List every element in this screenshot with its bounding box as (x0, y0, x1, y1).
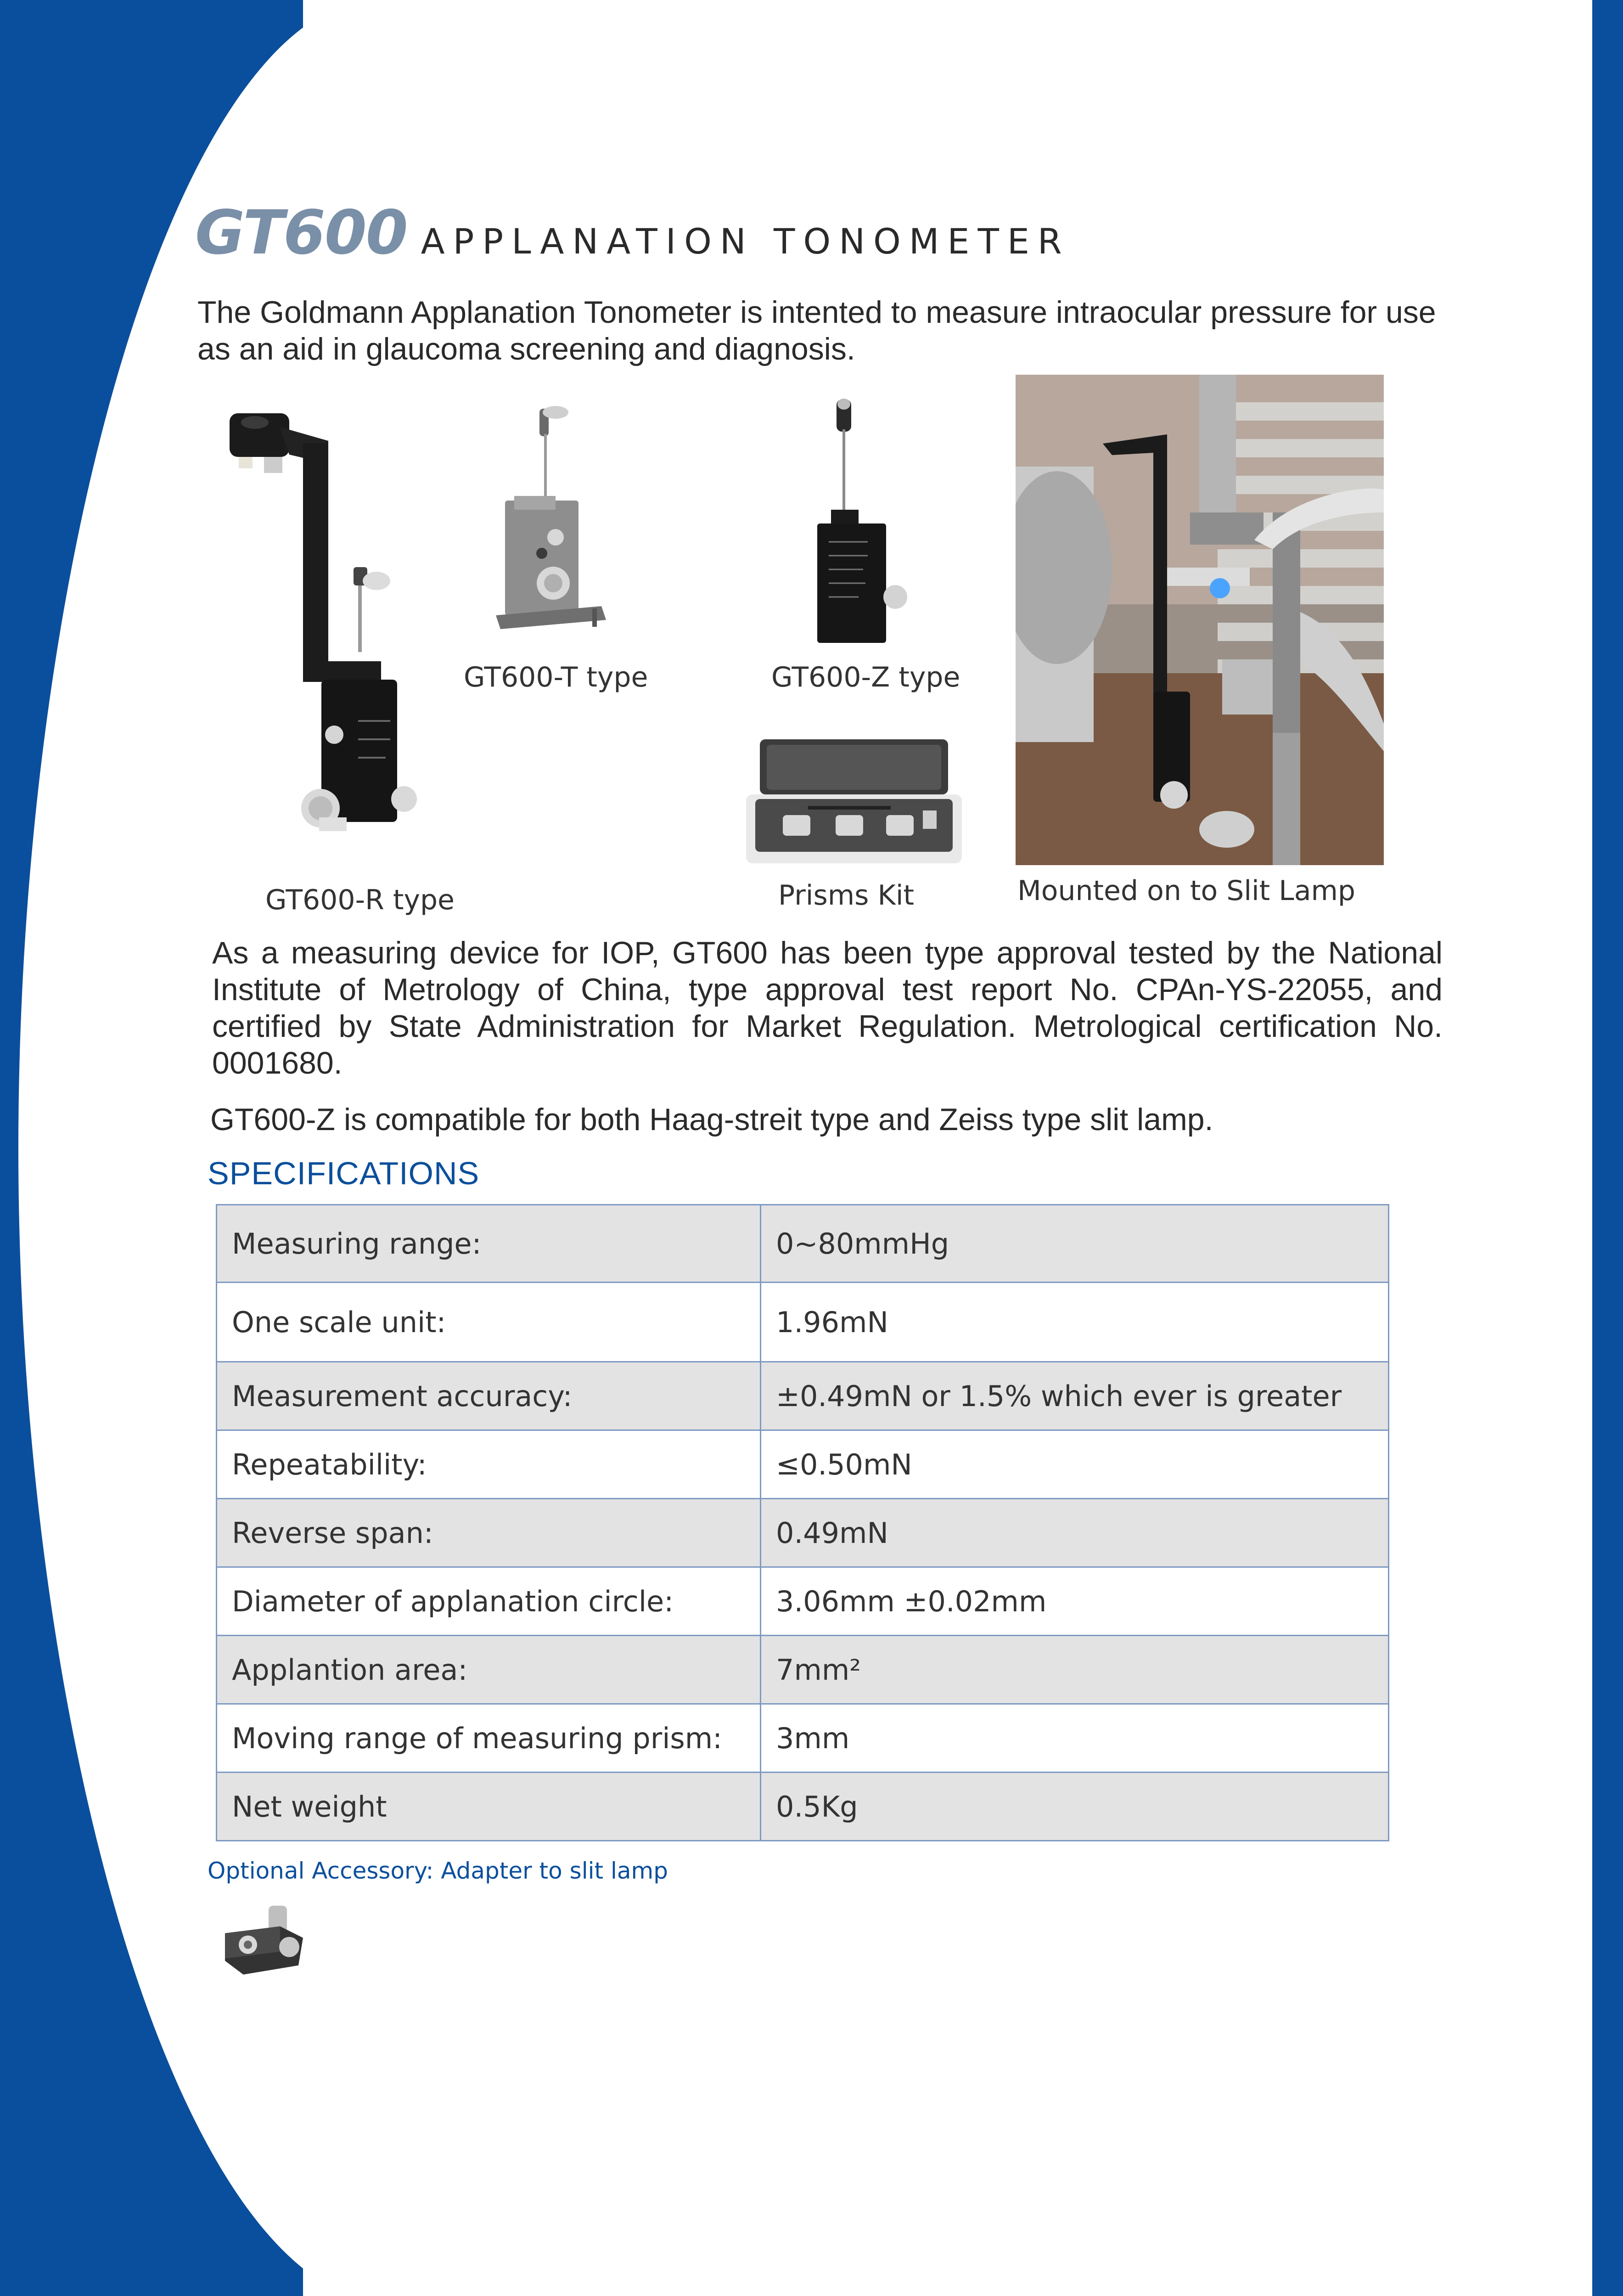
caption-prisms-kit: Prisms Kit (778, 879, 915, 912)
spec-label: Moving range of measuring prism: (217, 1704, 761, 1773)
caption-gt600-t-type: GT600-T type (464, 661, 648, 693)
spec-label: Applantion area: (217, 1636, 761, 1704)
spec-label: Measurement accuracy: (217, 1362, 761, 1430)
spec-value: ≤0.50mN (761, 1430, 1389, 1499)
spec-value: 0.5Kg (761, 1773, 1389, 1841)
page-title (195, 197, 1070, 268)
spec-row (217, 1704, 1389, 1773)
spec-value: ±0.49mN or 1.5% which ever is greater (761, 1362, 1389, 1430)
spec-label: Reverse span: (217, 1499, 761, 1567)
gt600-r-type-image (220, 404, 432, 882)
spec-row (217, 1567, 1389, 1636)
intro-text: The Goldmann Applanation Tonometer is intented to measure intraocular pressure for use as an aid in glaucoma screening and diagnosis. (197, 295, 1436, 366)
gt600-z-type-image (803, 386, 923, 652)
spec-row (217, 1205, 1389, 1283)
title-product-name: APPLANATION TONOMETER (421, 221, 1070, 262)
spec-label: Net weight (217, 1773, 761, 1841)
spec-label: Measuring range: (217, 1205, 761, 1283)
spec-row (217, 1283, 1389, 1362)
spec-value: 1.96mN (761, 1283, 1389, 1362)
title-model: GT600 (195, 197, 407, 268)
spec-label: One scale unit: (217, 1283, 761, 1362)
spec-value: 7mm² (761, 1636, 1389, 1704)
spec-row (217, 1430, 1389, 1499)
caption-gt600-z-type: GT600-Z type (771, 661, 960, 693)
spec-row (217, 1773, 1389, 1841)
spec-label: Repeatability: (217, 1430, 761, 1499)
specifications-heading: SPECIFICATIONS (208, 1155, 480, 1191)
slit-lamp-photo (1016, 375, 1384, 865)
spec-row (217, 1499, 1389, 1567)
caption-gt600-r-type: GT600-R type (265, 884, 455, 916)
spec-value: 0~80mmHg (761, 1205, 1389, 1283)
spec-value: 3mm (761, 1704, 1389, 1773)
approval-paragraph: As a measuring device for IOP, GT600 has been type approval tested by the National Institute of Metrology of China, type approval test report No. CPAn-YS-22055, and certified by State Administration for Market Regulation. Metrological certification No. 0001680. (212, 935, 1443, 1080)
adapter-image (220, 1901, 312, 1984)
spec-row (217, 1362, 1389, 1430)
spec-row (217, 1636, 1389, 1704)
spec-value: 0.49mN (761, 1499, 1389, 1567)
caption-slit-lamp: Mounted on to Slit Lamp (1017, 875, 1355, 907)
compatibility-paragraph: GT600-Z is compatible for both Haag-streit type and Zeiss type slit lamp. (210, 1102, 1213, 1137)
gt600-t-type-image (487, 400, 620, 638)
spec-label: Diameter of applanation circle: (217, 1567, 761, 1636)
specifications-table (216, 1204, 1389, 1841)
right-blue-strip (1592, 0, 1623, 2296)
optional-accessory-label: Optional Accessory: Adapter to slit lamp (208, 1857, 668, 1884)
prisms-kit-image (739, 735, 969, 868)
spec-value: 3.06mm ±0.02mm (761, 1567, 1389, 1636)
